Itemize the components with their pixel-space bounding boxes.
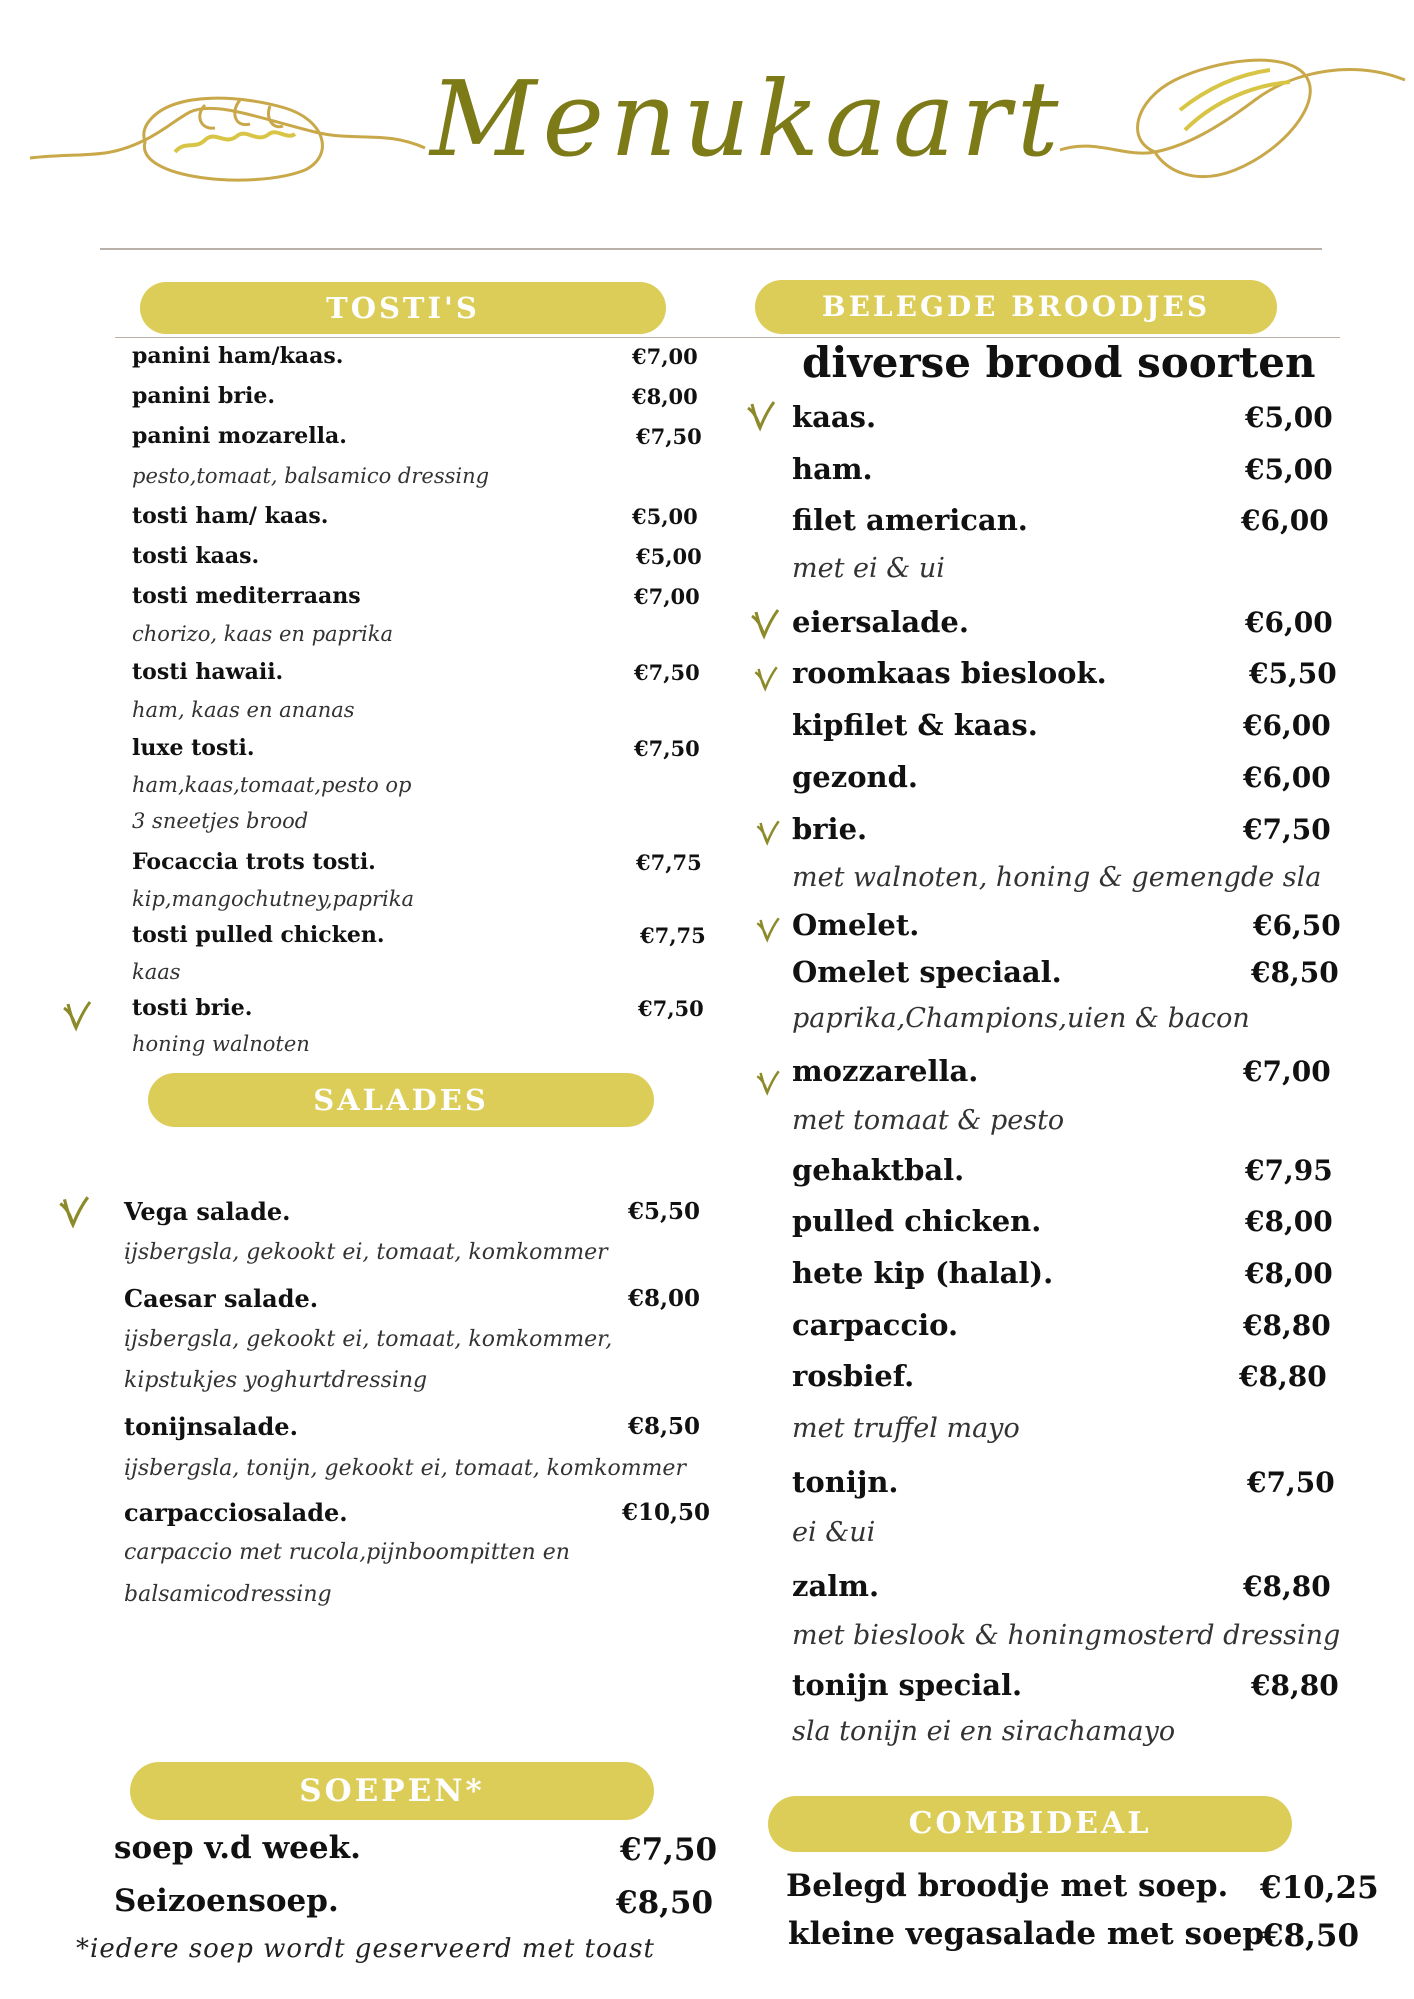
combideal-header (768, 1796, 1292, 1852)
list-item: zalm. (792, 1569, 880, 1603)
item-description: met truffel mayo (792, 1413, 1020, 1444)
list-item: Focaccia trots tosti. (132, 849, 376, 875)
list-item: kipfilet & kaas. (792, 708, 1038, 742)
list-item: tosti mediterraans (132, 583, 361, 609)
item-price: €8,50 (616, 1885, 714, 1921)
vega-leaf-icon (60, 998, 94, 1032)
item-price: €7,50 (636, 424, 702, 449)
salades-header-label: SALADES (313, 1083, 489, 1117)
list-item: tosti brie. (132, 995, 253, 1021)
item-price: €10,50 (622, 1499, 711, 1526)
vega-leaf-icon (754, 1068, 782, 1096)
list-item: panini brie. (132, 383, 275, 409)
list-item: kaas. (792, 400, 877, 434)
list-item: filet american. (792, 503, 1028, 537)
item-description: ijsbergsla, gekookt ei, tomaat, komkommer, (124, 1327, 613, 1352)
title-divider (100, 248, 1322, 250)
list-item: tonijn. (792, 1465, 899, 1499)
item-price: €8,00 (1245, 1257, 1333, 1290)
bread-doodle-right (1055, 40, 1410, 190)
item-price: €7,50 (1243, 813, 1331, 846)
item-price: €8,50 (628, 1413, 701, 1440)
item-price: €7,50 (638, 996, 704, 1021)
soepen-header (130, 1762, 654, 1820)
item-price: €8,80 (1243, 1570, 1331, 1603)
salades-header (148, 1073, 654, 1127)
item-price: €5,50 (628, 1198, 701, 1225)
item-description: paprika,Champions,uien & bacon (792, 1003, 1250, 1034)
combideal-header-label: COMBIDEAL (908, 1806, 1152, 1841)
item-description: balsamicodressing (124, 1582, 332, 1607)
list-item: luxe tosti. (132, 735, 255, 761)
item-description: ei &ui (792, 1517, 876, 1548)
list-item: tosti ham/ kaas. (132, 503, 329, 529)
item-price: €7,00 (1243, 1055, 1331, 1088)
item-price: €5,50 (1249, 657, 1337, 690)
item-description: carpaccio met rucola,pijnboompitten en (124, 1540, 570, 1565)
item-description: met tomaat & pesto (792, 1105, 1065, 1136)
list-item: Omelet. (792, 908, 920, 942)
item-price: €5,00 (632, 504, 698, 529)
item-description: ham, kaas en ananas (132, 698, 355, 722)
list-item: gehaktbal. (792, 1153, 965, 1187)
item-price: €8,00 (632, 384, 698, 409)
item-price: €7,00 (634, 584, 700, 609)
vega-leaf-icon (754, 818, 782, 846)
item-price: €7,50 (1247, 1466, 1335, 1499)
item-price: €7,50 (634, 660, 700, 685)
list-item: roomkaas bieslook. (792, 656, 1107, 690)
item-price: €5,00 (1245, 453, 1333, 486)
item-description: honing walnoten (132, 1032, 310, 1056)
list-item: rosbief. (792, 1359, 915, 1393)
item-description: ijsbergsla, gekookt ei, tomaat, komkommer (124, 1240, 608, 1265)
list-item: Omelet speciaal. (792, 955, 1062, 989)
item-description: kaas (132, 960, 181, 984)
tostis-header-label: TOSTI'S (326, 291, 480, 325)
list-item: carpacciosalade. (124, 1498, 348, 1527)
item-description: ijsbergsla, tonijn, gekookt ei, tomaat, komkommer (124, 1456, 686, 1481)
vega-leaf-icon (744, 398, 778, 432)
list-item: tonijn special. (792, 1668, 1023, 1702)
list-item: panini mozarella. (132, 423, 347, 449)
item-price: €8,50 (1251, 956, 1339, 989)
item-price: €6,00 (1243, 709, 1331, 742)
item-price: €6,00 (1243, 761, 1331, 794)
item-description: met ei & ui (792, 553, 945, 584)
list-item: pulled chicken. (792, 1204, 1042, 1238)
broodjes-header-label: BELEGDE BROODJES (821, 290, 1211, 323)
soep-note: *iedere soep wordt geserveerd met toast (76, 1934, 655, 1964)
vega-leaf-icon (754, 915, 782, 943)
item-description: ham,kaas,tomaat,pesto op (132, 773, 412, 797)
list-item: mozzarella. (792, 1054, 979, 1088)
item-description: chorizo, kaas en paprika (132, 622, 393, 646)
item-description: sla tonijn ei en sirachamayo (792, 1716, 1176, 1747)
list-item: brie. (792, 812, 868, 846)
item-price: €5,00 (636, 544, 702, 569)
list-item: hete kip (halal). (792, 1256, 1054, 1290)
list-item: tosti kaas. (132, 543, 260, 569)
broodjes-header (755, 280, 1277, 334)
item-price: €5,00 (1245, 401, 1333, 434)
item-price: €6,00 (1245, 606, 1333, 639)
item-price: €8,80 (1243, 1309, 1331, 1342)
list-item: ham. (792, 452, 873, 486)
vega-leaf-icon (56, 1193, 92, 1229)
vega-leaf-icon (748, 606, 782, 640)
item-price: €7,50 (620, 1832, 718, 1868)
item-description: pesto,tomaat, balsamico dressing (132, 464, 490, 488)
item-price: €8,80 (1239, 1360, 1327, 1393)
broodjes-subtitle: diverse brood soorten (802, 338, 1316, 387)
item-price: €7,00 (632, 344, 698, 369)
title-text: Menukaart (430, 58, 1065, 180)
list-item: panini ham/kaas. (132, 343, 344, 369)
item-price: €8,00 (628, 1285, 701, 1312)
item-description: met walnoten, honing & gemengde sla (792, 862, 1322, 893)
item-price: €10,25 (1260, 1870, 1379, 1906)
list-item: kleine vegasalade met soep. (788, 1916, 1275, 1952)
page-title (430, 40, 1070, 210)
list-item: soep v.d week. (114, 1830, 361, 1866)
bread-doodle-left (25, 60, 435, 190)
tostis-header (140, 282, 666, 334)
item-description: 3 sneetjes brood (132, 809, 309, 833)
soepen-header-label: SOEPEN* (299, 1773, 485, 1809)
item-description: met bieslook & honingmosterd dressing (792, 1620, 1341, 1651)
list-item: Caesar salade. (124, 1284, 319, 1313)
item-price: €8,80 (1251, 1669, 1339, 1702)
item-price: €7,75 (640, 923, 706, 948)
item-price: €6,50 (1253, 909, 1341, 942)
list-item: tosti hawaii. (132, 659, 284, 685)
item-price: €7,75 (636, 850, 702, 875)
list-item: tonijnsalade. (124, 1412, 298, 1441)
item-price: €7,50 (634, 736, 700, 761)
item-price: €8,00 (1245, 1205, 1333, 1238)
list-item: tosti pulled chicken. (132, 922, 385, 948)
list-item: gezond. (792, 760, 918, 794)
item-description: kipstukjes yoghurtdressing (124, 1368, 428, 1393)
item-price: €8,50 (1262, 1918, 1360, 1954)
list-item: eiersalade. (792, 605, 969, 639)
item-description: kip,mangochutney,paprika (132, 887, 414, 911)
item-price: €7,95 (1245, 1154, 1333, 1187)
list-item: carpaccio. (792, 1308, 959, 1342)
vega-leaf-icon (752, 664, 780, 692)
item-price: €6,00 (1241, 504, 1329, 537)
list-item: Seizoensoep. (114, 1883, 339, 1919)
list-item: Belegd broodje met soep. (786, 1868, 1229, 1904)
list-item: Vega salade. (124, 1197, 291, 1226)
